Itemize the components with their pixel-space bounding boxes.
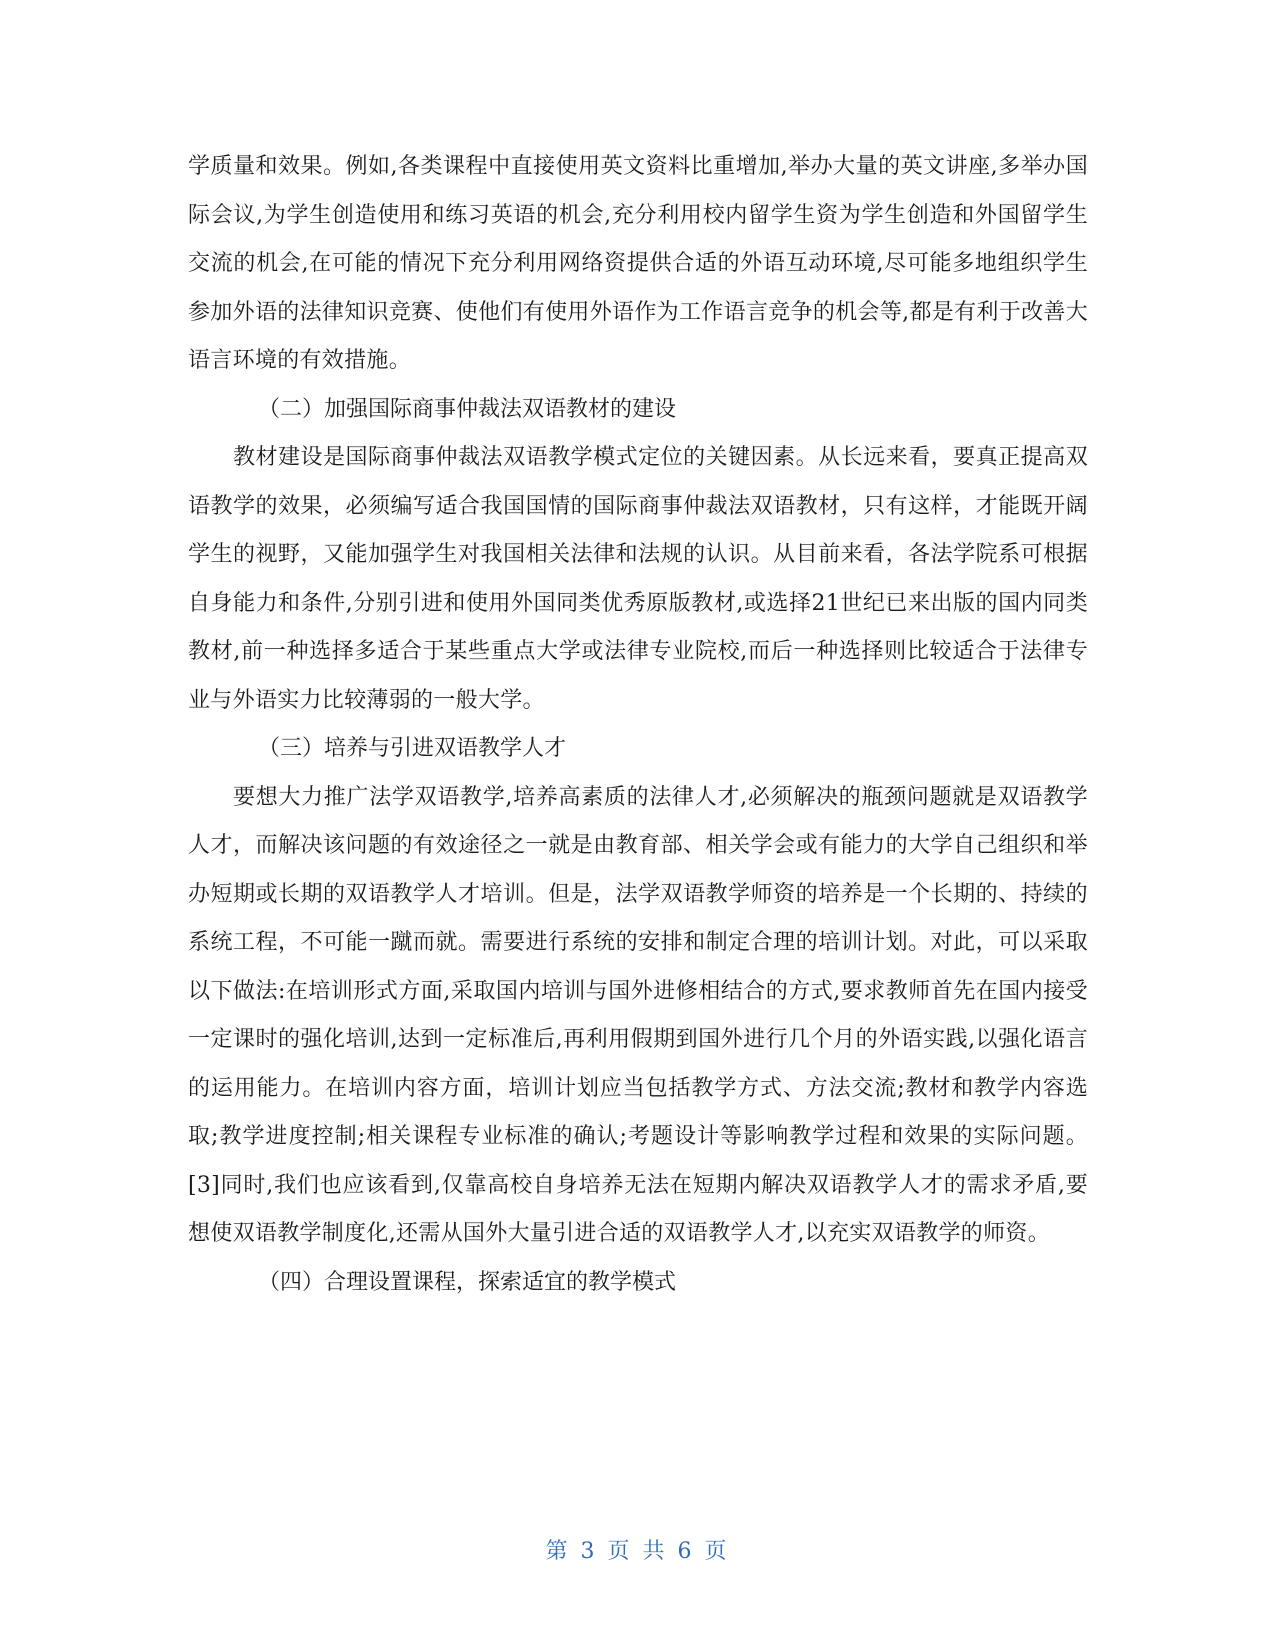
section-heading-talent: （三）培养与引进双语教学人才 xyxy=(258,736,567,761)
paragraph-textbooks: 教材建设是国际商事仲裁法双语教学模式定位的关键因素。从长远来看，要真正提高双语教学的效果，必须编写适合我国国情的国际商事仲裁法双语教材，只有这样，才能既开阔学生的视野，又能加强学生对我国相关法律和法规的认识。从目前来看，各法学院系可根据自身能力和条件,分别引进和使用外国同类优秀原版教材,或选择21世纪已来出版的国内同类教材,前一种选择多适合于某些重点大学或法律专业院校,而后一种选择则比较适合于法律专业与外语实力比较薄弱的一般大学。 xyxy=(188,445,1088,713)
page-number-footer: 第 3 页 共 6 页 xyxy=(545,1539,730,1564)
document-body xyxy=(188,143,1088,1307)
paragraph-language-environment: 学质量和效果。例如,各类课程中直接使用英文资料比重增加,举办大量的英文讲座,多举办国际会议,为学生创造使用和练习英语的机会,充分利用校内留学生资为学生创造和外国留学生交流的机会,在可能的情况下充分利用网络资提供合适的外语互动环境,尽可能多地组织学生参加外语的法律知识竞赛、使他们有使用外语作为工作语言竞争的机会等,都是有利于改善大语言环境的有效措施。 xyxy=(188,154,1088,373)
section-heading-textbooks: （二）加强国际商事仲裁法双语教材的建设 xyxy=(258,396,677,422)
paragraph-talent: 要想大力推广法学双语教学,培养高素质的法律人才,必须解决的瓶颈问题就是双语教学人才，而解决该问题的有效途径之一就是由教育部、相关学会或有能力的大学自己组织和举办短期或长期的双语教学人才培训。但是，法学双语教学师资的培养是一个长期的、持续的系统工程，不可能一蹴而就。需要进行系统的安排和制定合理的培训计划。对此，可以采取以下做法:在培训形式方面,采取国内培训与国外进修相结合的方式,要求教师首先在国内接受一定课时的强化培训,达到一定标准后,再利用假期到国外进行几个月的外语实践,以强化语言的运用能力。在培训内容方面，培训计划应当包括教学方式、方法交流;教材和教学内容选取;教学进度控制;相关课程专业标准的确认;考题设计等影响教学过程和效果的实际问题。[3]同时,我们也应该看到,仅靠高校自身培养无法在短期内解决双语教学人才的需求矛盾,要想使双语教学制度化,还需从国外大量引进合适的双语教学人才,以充实双语教学的师资。 xyxy=(188,784,1088,1246)
section-heading-curriculum: （四）合理设置课程，探索适宜的教学模式 xyxy=(258,1269,677,1295)
